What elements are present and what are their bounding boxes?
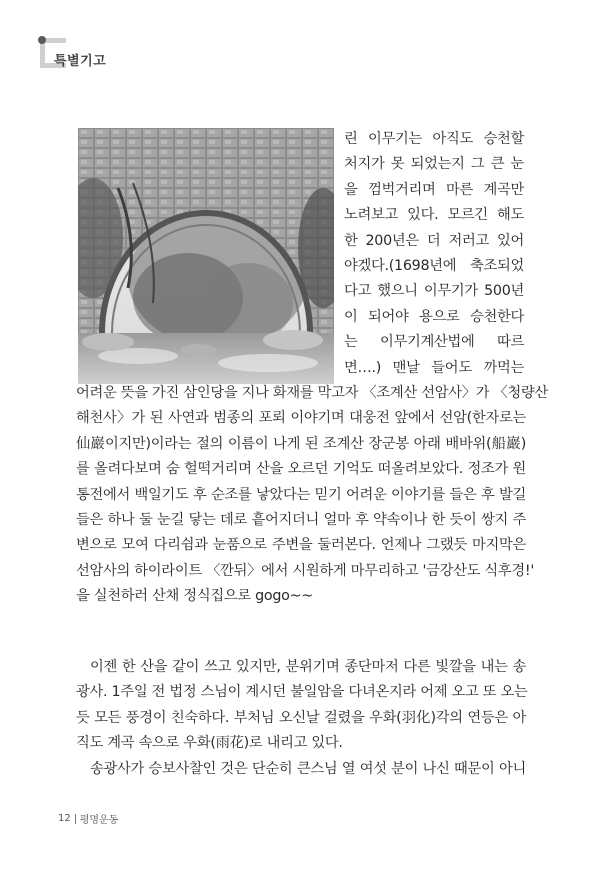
text-line: 광사. 1주일 전 법정 스님이 계시던 불일암을 다녀온지라 어제 오고 또 오는 [76,684,528,701]
text-line: 야겠다.(1698년에 축조되었 [344,257,524,274]
text-line: 을 실천하러 산채 정식집으로 gogo~~ [76,588,313,605]
text-line: 직도 계곡 속으로 우화(雨花)로 내리고 있다. [76,735,343,752]
text-line: 를 올려다보며 숨 헐떡거리며 산을 오르던 기억도 떠올려보았다. 정조가 원 [76,461,526,478]
publication-name: 평명운동 [79,815,119,826]
text-line: 면….) 맨날 들어도 까먹는 [344,359,524,376]
section-title: 특별기고 [54,54,107,69]
text-line: 변으로 모여 다리쉼과 눈품으로 주변을 둘러본다. 언제나 그랬듯 마지막은 [76,537,526,554]
text-line: 선암사의 하이라이트 〈깐뒤〉에서 시원하게 마무리하고 '금강산도 식후경!' [76,562,534,579]
text-line: 해천사〉가 된 사연과 범종의 포뢰 이야기며 대웅전 앞에서 선암(한자로는 [76,410,526,427]
stone-arch-bridge-photo [78,128,334,384]
footer-divider [75,814,76,824]
text-line: 한 200년은 더 저러고 있어 [344,232,524,249]
text-line: 이젠 한 산을 같이 쓰고 있지만, 분위기며 종단마저 다른 빛깔을 내는 송 [90,659,526,675]
text-line: 들은 하나 둘 눈길 닿는 데로 흩어지더니 얼마 후 약속이나 한 듯이 쌍지 주 [76,511,526,528]
text-line: 仙巖이지만)이라는 절의 이름이 나게 된 조계산 장군봉 아래 배바위(船巖) [76,435,526,452]
text-line: 처지가 못 되었는지 그 큰 눈 [344,156,524,173]
body-paragraph-2 [76,655,526,782]
text-line: 이 되어야 용으로 승천한다 [344,308,524,325]
body-paragraph-1 [76,381,549,610]
side-text-column [344,127,524,381]
page-number: 12 [58,813,71,824]
text-line: 통전에서 백일기도 후 순조를 낳았다는 믿기 어려운 이야기를 들은 후 발길 [76,486,526,503]
text-line: 송광사가 승보사찰인 것은 단순히 큰스님 열 여섯 분이 나신 때문이 아니 [90,760,526,777]
text-line: 어려운 뜻을 가진 삼인당을 지나 화재를 막고자 〈조계산 선암사〉가 〈청량산 [76,385,549,401]
text-line: 린 이무기는 아직도 승천할 [344,131,524,147]
text-line: 노려보고 있다. 모르긴 해도 [344,207,524,224]
page-footer [58,811,118,826]
text-line: 을 껌벅거리며 마른 계곡만 [344,181,524,198]
text-line: 는 이무기계산법에 따르 [344,334,524,351]
text-line: 듯 모든 풍경이 친숙하다. 부처님 오신날 걸렸을 우화(羽化)각의 연등은 아 [76,709,526,726]
text-line: 다고 했으니 이무기가 500년 [344,283,524,300]
